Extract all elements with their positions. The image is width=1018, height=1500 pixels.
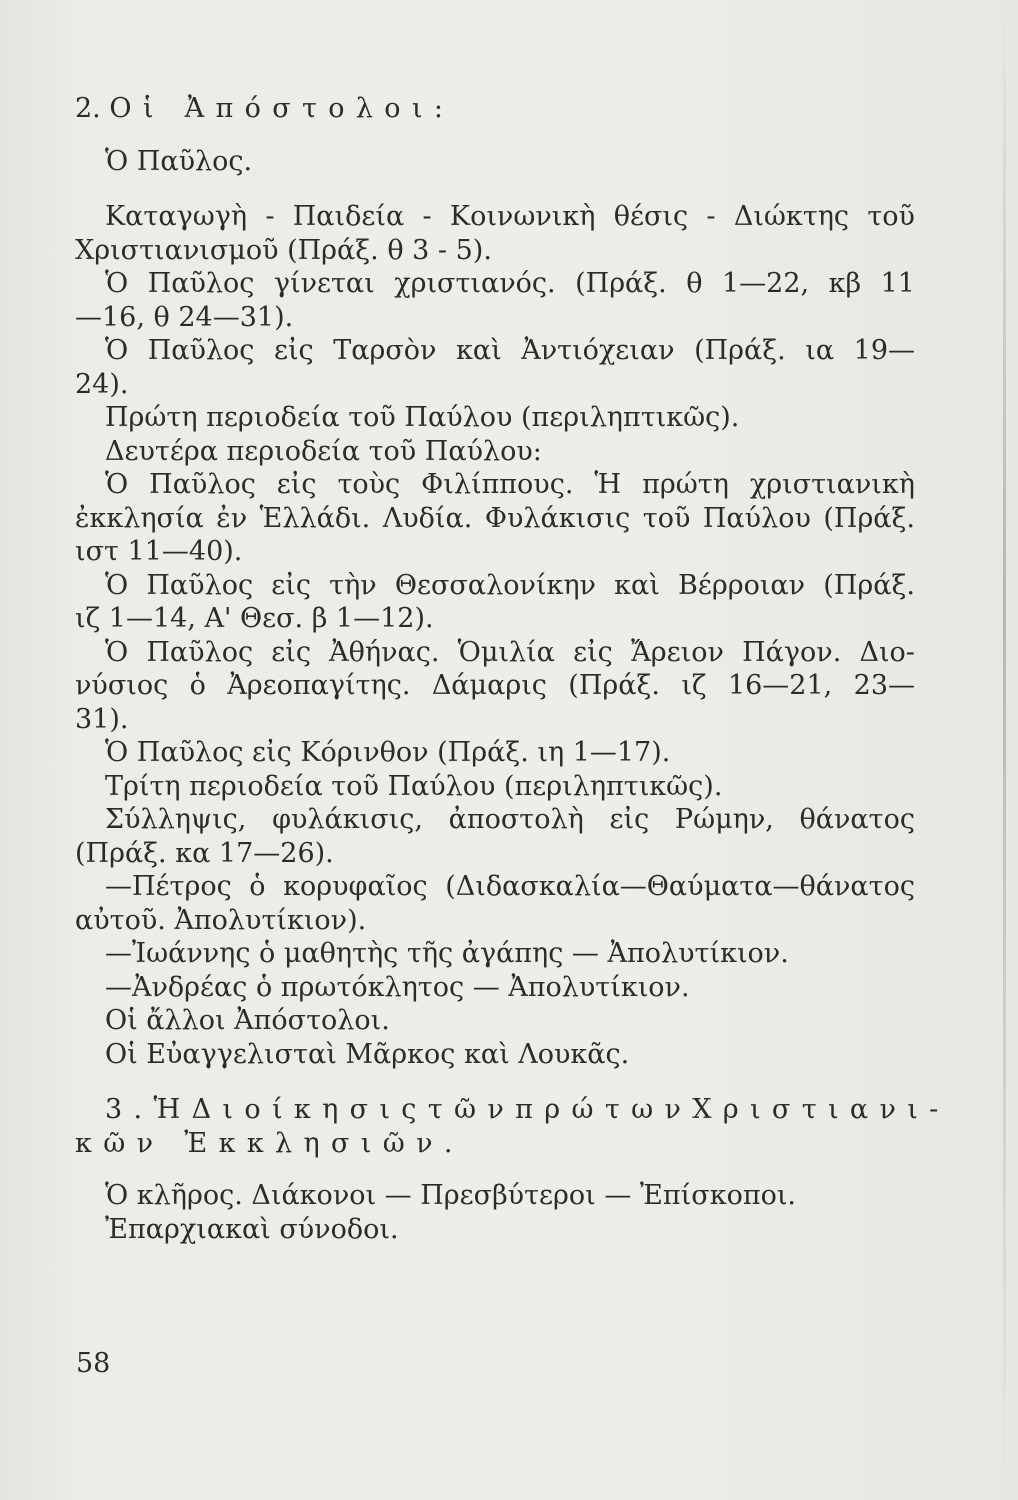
- entry-line: [75, 334, 915, 368]
- word: πρώτη: [642, 469, 729, 500]
- word: χριστιανικὴ: [749, 469, 915, 500]
- entry-line: Δευτέρα περιοδεία τοῦ Παύλου:: [105, 435, 542, 467]
- entry-line: 31).: [75, 703, 129, 735]
- word: Ἄρειον: [630, 636, 724, 668]
- word: Ρώμην,: [674, 804, 774, 835]
- word: Ὁμιλία: [457, 636, 555, 668]
- entry-line: —Ἰωάννης ὁ μαθητὴς τῆς ἀγάπης — Ἀπολυτίκιον.: [105, 938, 789, 969]
- word: (Πράξ.: [575, 268, 667, 299]
- section-3-line: Ὁ κλῆρος. Διάκονοι — Πρεσβύτεροι — Ἐπίσκοποι.: [105, 1180, 796, 1211]
- word: καὶ: [614, 569, 660, 601]
- word: Ὁ: [105, 469, 129, 500]
- page-edge-shadow: [1003, 0, 1006, 1500]
- section-3-heading: [75, 1093, 950, 1127]
- word: 11: [880, 268, 915, 299]
- word: τοῦ: [642, 502, 691, 534]
- word: θάνατος: [799, 804, 915, 835]
- word: Παῦλος: [147, 335, 255, 366]
- word: τὴν: [329, 569, 377, 601]
- word: εἰς: [271, 636, 311, 668]
- word: εἰς: [573, 636, 613, 668]
- entry-line: [75, 468, 915, 502]
- word: 3.: [105, 1094, 154, 1125]
- word: θ: [686, 268, 703, 299]
- word: Ἀντιόχειαν: [521, 335, 675, 366]
- entry-line: [75, 636, 915, 670]
- word: εἰς: [276, 469, 317, 500]
- word: Ὁ: [105, 268, 129, 299]
- word: Βέρροιαν: [678, 569, 806, 601]
- word: Ἡ: [153, 1094, 192, 1125]
- word: —Πέτρος: [105, 871, 232, 902]
- word: Ἀρεοπαγίτης.: [227, 670, 411, 701]
- word: ὁ: [249, 871, 266, 902]
- word: Σύλληψις,: [105, 804, 247, 835]
- word: Παῦλος: [146, 569, 254, 601]
- word: τοῦ: [867, 201, 915, 232]
- entry-line: Οἱ Εὐαγγελισταὶ Μᾶρκος καὶ Λουκᾶς.: [105, 1038, 630, 1070]
- word: (Πράξ.: [823, 569, 915, 601]
- word: κβ: [828, 268, 862, 299]
- entry-line: 24).: [75, 368, 129, 400]
- word: Φιλίππους.: [421, 469, 574, 500]
- entry-line: Ὁ Παῦλος εἰς Κόρινθον (Πράξ. ιη 1—17).: [105, 737, 671, 768]
- entry-line: [75, 267, 915, 301]
- entry-line: [75, 870, 915, 904]
- entry-line: (Πράξ. κα 17—26).: [75, 837, 334, 869]
- word: νύσιος: [75, 670, 169, 701]
- word: 19—: [853, 335, 915, 366]
- entry-line: [75, 200, 915, 234]
- word: εἰς: [271, 569, 311, 601]
- word: καὶ: [456, 335, 502, 366]
- word: (Διδασκαλία—Θαύματα—θάνατος: [445, 871, 915, 902]
- word: Ὁ: [105, 636, 129, 668]
- section-3-line: Ἐπαρχιακαὶ σύνοδοι.: [105, 1213, 399, 1245]
- section-2-title: Οἱ Ἀπόστολοι:: [109, 93, 455, 124]
- word: ἐκκλησία: [75, 502, 204, 534]
- word: ια: [805, 335, 835, 366]
- word: τοὺς: [337, 469, 401, 500]
- entry-line: [75, 569, 915, 603]
- word: Δάμαρις: [431, 670, 547, 701]
- word: χριστιανός.: [394, 268, 556, 299]
- entry-line: αὐτοῦ. Ἀπολυτίκιον).: [75, 904, 367, 936]
- word: (Πράξ.: [823, 502, 915, 534]
- word: ὁ: [189, 670, 206, 701]
- word: κορυφαῖος: [283, 871, 428, 902]
- page-text: [75, 92, 950, 1246]
- word: φυλάκισις,: [272, 804, 423, 835]
- word: Λυδία.: [382, 502, 473, 534]
- entry-line: Τρίτη περιοδεία τοῦ Παύλου (περιληπτικῶς).: [105, 770, 723, 802]
- entry-line: ιζ 1—14, Α' Θεσ. β 1—12).: [75, 603, 434, 634]
- word: Ἡ: [594, 469, 622, 500]
- word: εἰς: [273, 335, 314, 366]
- word: τῶν: [427, 1094, 516, 1125]
- word: Φυλάκισις: [484, 502, 631, 534]
- entry-line: [75, 669, 915, 703]
- word: Ὁ: [105, 569, 129, 601]
- section-2-heading: [75, 92, 915, 126]
- word: Ἑλλάδι.: [259, 502, 371, 534]
- word: Παῦλος: [146, 636, 254, 668]
- word: θέσις: [613, 201, 689, 232]
- word: Ταρσὸν: [333, 335, 437, 366]
- word: Ἀθήνας.: [329, 636, 440, 668]
- entry-line: [75, 502, 915, 536]
- word: Χριστιανι-: [692, 1094, 950, 1125]
- word: Παιδεία: [292, 201, 405, 232]
- word: 1—22,: [721, 268, 810, 299]
- word: -: [265, 201, 275, 232]
- entry-line: Χριστιανισμοῦ (Πράξ. θ 3 - 5).: [75, 234, 492, 266]
- word: Παῦλος: [147, 268, 255, 299]
- word: ιζ: [681, 670, 707, 701]
- word: 16—21,: [727, 670, 833, 701]
- word: Παύλου: [702, 502, 811, 534]
- word: Διοίκησις: [191, 1094, 428, 1125]
- word: Παῦλος: [149, 469, 256, 500]
- entry-line: Πρώτη περιοδεία τοῦ Παύλου (περιληπτικῶς).: [105, 402, 740, 433]
- word: γίνεται: [273, 268, 375, 299]
- word: Πάγον.: [742, 636, 842, 668]
- section-2-subheading: Ὁ Παῦλος.: [105, 145, 253, 177]
- word: ἐν: [216, 502, 248, 534]
- entry-line: —Ἀνδρέας ὁ πρωτόκλητος — Ἀπολυτίκιον.: [105, 971, 690, 1003]
- word: Διο-: [859, 636, 915, 668]
- entry-line: Οἱ ἄλλοι Ἀπόστολοι.: [105, 1005, 390, 1036]
- word: (Πράξ.: [694, 335, 786, 366]
- word: Ὁ: [105, 335, 129, 366]
- word: Καταγωγὴ: [105, 201, 248, 232]
- word: Διώκτης: [733, 201, 850, 232]
- entry-line: —16, θ 24—31).: [75, 301, 294, 333]
- section-3-heading-cont: κῶν Ἐκκλησιῶν.: [75, 1127, 464, 1159]
- word: 23—: [853, 670, 915, 701]
- word: -: [706, 201, 716, 232]
- word: πρώτων: [515, 1094, 693, 1125]
- word: -: [422, 201, 432, 232]
- word: εἰς: [609, 804, 650, 835]
- word: ἀποστολὴ: [448, 804, 584, 835]
- word: (Πράξ.: [568, 670, 660, 701]
- page-number: 58: [76, 1348, 111, 1379]
- entry-line: [75, 803, 915, 837]
- section-2-number: 2.: [75, 93, 101, 124]
- word: Κοινωνικὴ: [449, 201, 596, 232]
- entry-line: ιστ 11—40).: [75, 536, 243, 567]
- word: Θεσσαλονίκην: [394, 569, 596, 601]
